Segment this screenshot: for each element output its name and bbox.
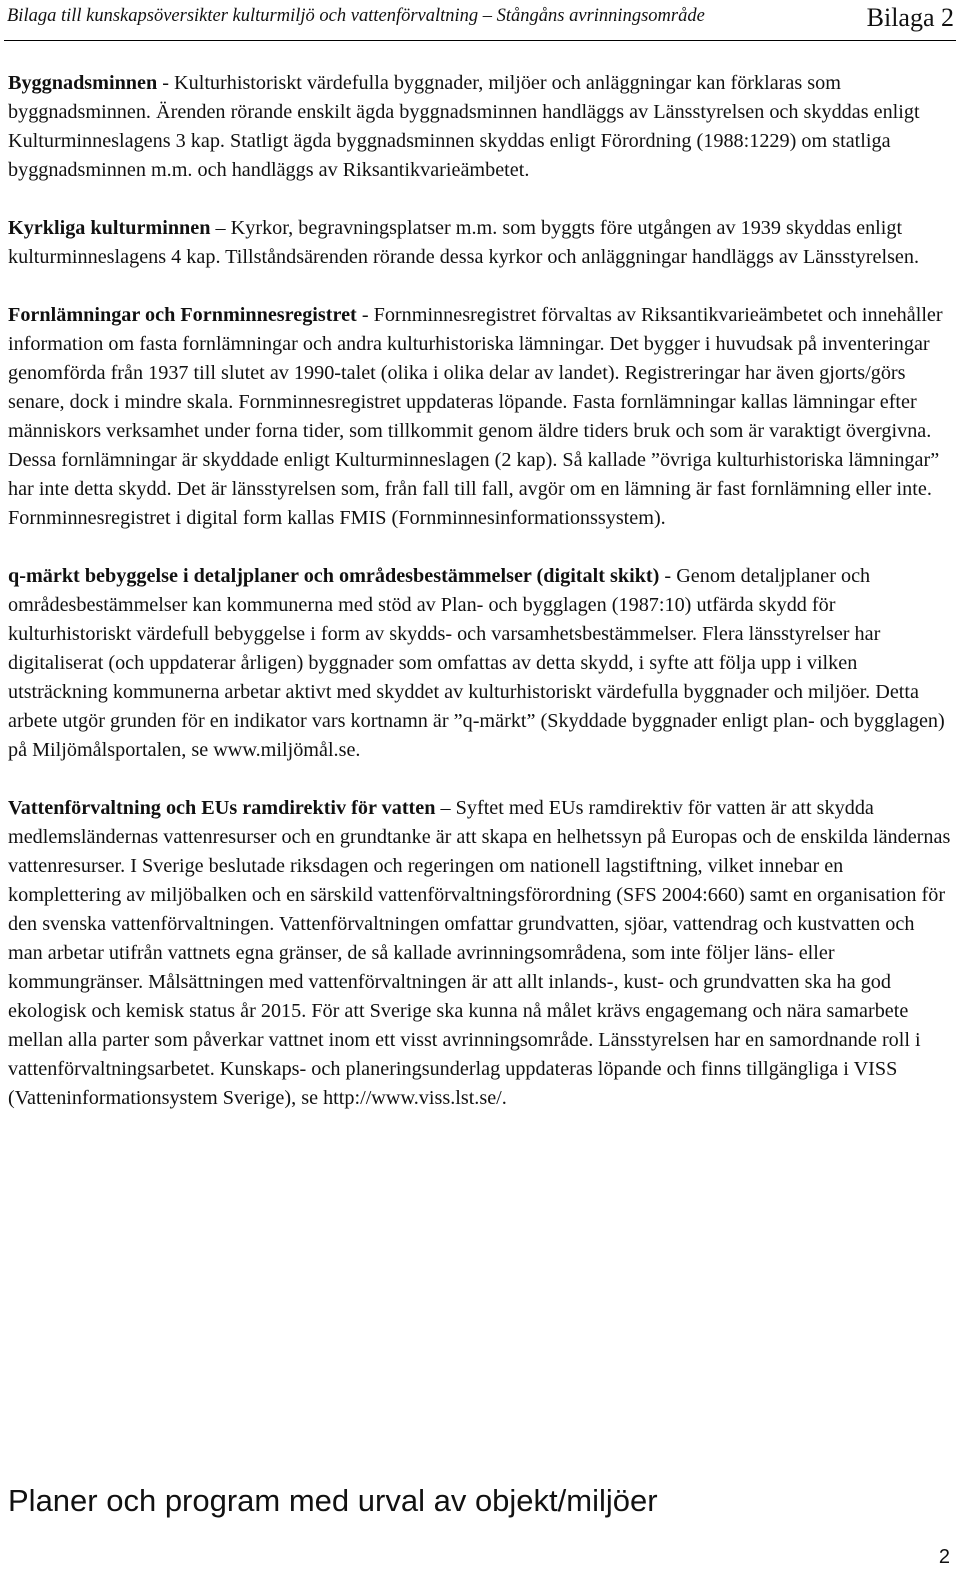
separator: - bbox=[356, 304, 374, 326]
paragraph-vattenforvaltning bbox=[8, 794, 952, 1113]
page-header bbox=[4, 0, 956, 41]
paragraph-text: Syftet med EUs ramdirektiv för vatten är att skydda medlemsländernas vattenresurser och en grundtanke är att skapa en helhetssyn på Europas och de enskilda ländernas vattenresurser. I Sverige beslutade riksdagen och regeringen om nationell lagstiftning, vilket innebar en komplettering av miljöbalken och en särskild vattenförvaltningsförordning (SFS 2004:660) samt en organisation för den svenska vattenförvaltningen. Vattenförvaltningen omfattar grundvatten, sjöar, vattendrag och kustvatten och man arbetar utifrån vattnets egna gränser, de så kallade avrinningsområdena, som inte följer läns- eller kommungränser. Målsättningen med vattenförvaltningen är att allt inlands-, kust- och grundvatten ska ha god ekologisk och kemisk status år 2015. För att Sverige ska kunna nå målet krävs engagemang och nära samarbete mellan alla parter som påverkar vattnet inom ett visst avrinningsområde. Länsstyrelsen har en samordnande roll i vattenförvaltningsarbetet. Kunskaps- och planeringsunderlag uppdateras löpande och finns tillgängliga i VISS (Vatteninformationsystem Sverige), se http://www.viss.lst.se/. bbox=[8, 797, 951, 1109]
paragraph-fornlamningar bbox=[8, 301, 952, 533]
paragraph-kyrkliga-kulturminnen bbox=[8, 214, 952, 272]
page-number: 2 bbox=[938, 1546, 950, 1568]
term-fornlamningar: Fornlämningar och Fornminnesregistret bbox=[8, 304, 357, 326]
separator: – bbox=[435, 797, 456, 819]
paragraph-byggnadsminnen bbox=[8, 69, 952, 185]
section-heading: Planer och program med urval av objekt/miljöer bbox=[8, 1483, 658, 1518]
term-q-markt-bebyggelse: q-märkt bebyggelse i detaljplaner och områdesbestämmelser (digitalt skikt) bbox=[8, 565, 660, 587]
header-title: Bilaga till kunskapsöversikter kulturmiljö och vattenförvaltning – Stångåns avrinningsområde bbox=[7, 6, 705, 26]
paragraph-q-markt-bebyggelse bbox=[8, 562, 952, 765]
paragraph-text: Kyrkor, begravningsplatser m.m. som byggts före utgången av 1939 skyddas enligt kulturminneslagens 4 kap. Tillståndsärenden rörande dessa kyrkor och anläggningar handläggs av Länsstyrelsen. bbox=[8, 217, 920, 268]
separator: - bbox=[659, 565, 677, 587]
paragraph-text: Genom detaljplaner och områdesbestämmelser kan kommunerna med stöd av Plan- och bygglagen (1987:10) utfärda skydd för kulturhistoriskt värdefull bebyggelse i form av skydds- och varsamhetsbestämmelser. Flera länsstyrelser har digitaliserat (och uppdaterar årligen) byggnader som omfattas av detta skydd, i syfte att följa upp i vilken utsträckning kommunerna arbetar aktivt med skyddet av kulturhistoriskt värdefulla byggnader och miljöer. Detta arbete utgör grunden för en indikator vars kortnamn är ”q-märkt” (Skyddade byggnader enligt plan- och bygglagen) på Miljömålsportalen, se www.miljömål.se. bbox=[8, 565, 945, 761]
separator: - bbox=[157, 72, 175, 94]
paragraph-text: Kulturhistoriskt värdefulla byggnader, miljöer och anläggningar kan förklaras som byggnadsminnen. Ärenden rörande enskilt ägda byggnadsminnen handläggs av Länsstyrelsen och skyddas enligt Kulturminneslagens 3 kap. Statligt ägda byggnadsminnen skyddas enligt Förordning (1988:1229) om statliga byggnadsminnen m.m. och handläggs av Riksantikvarieämbetet. bbox=[8, 72, 920, 181]
term-vattenforvaltning: Vattenförvaltning och EUs ramdirektiv för vatten bbox=[8, 797, 436, 819]
term-kyrkliga-kulturminnen: Kyrkliga kulturminnen bbox=[8, 217, 211, 239]
paragraph-text: Fornminnesregistret förvaltas av Riksantikvarieämbetet och innehåller information om fasta fornlämningar och andra kulturhistoriska lämningar. Det bygger i huvudsak på inventeringar genomförda från 1937 till slutet av 1990-talet (olika i olika delar av landet). Registreringar har även gjorts/görs senare, dock i mindre skala. Fornminnesregistret uppdateras löpande. Fasta fornlämningar kallas lämningar efter människors verksamhet under forna tider, som tillkommit genom äldre tiders bruk och som är varaktigt övergivna. Dessa fornlämningar är skyddade enligt Kulturminneslagen (2 kap). Så kallade ”övriga kulturhistoriska lämningar” har inte detta skydd. Det är länsstyrelsen som, från fall till fall, avgör om en lämning är fast fornlämning eller inte. Fornminnesregistret i digital form kallas FMIS (Fornminnesinformationssystem). bbox=[8, 304, 943, 529]
separator: – bbox=[210, 217, 231, 239]
document-body bbox=[8, 69, 952, 1113]
appendix-label: Bilaga 2 bbox=[866, 3, 954, 32]
term-byggnadsminnen: Byggnadsminnen bbox=[8, 72, 158, 94]
